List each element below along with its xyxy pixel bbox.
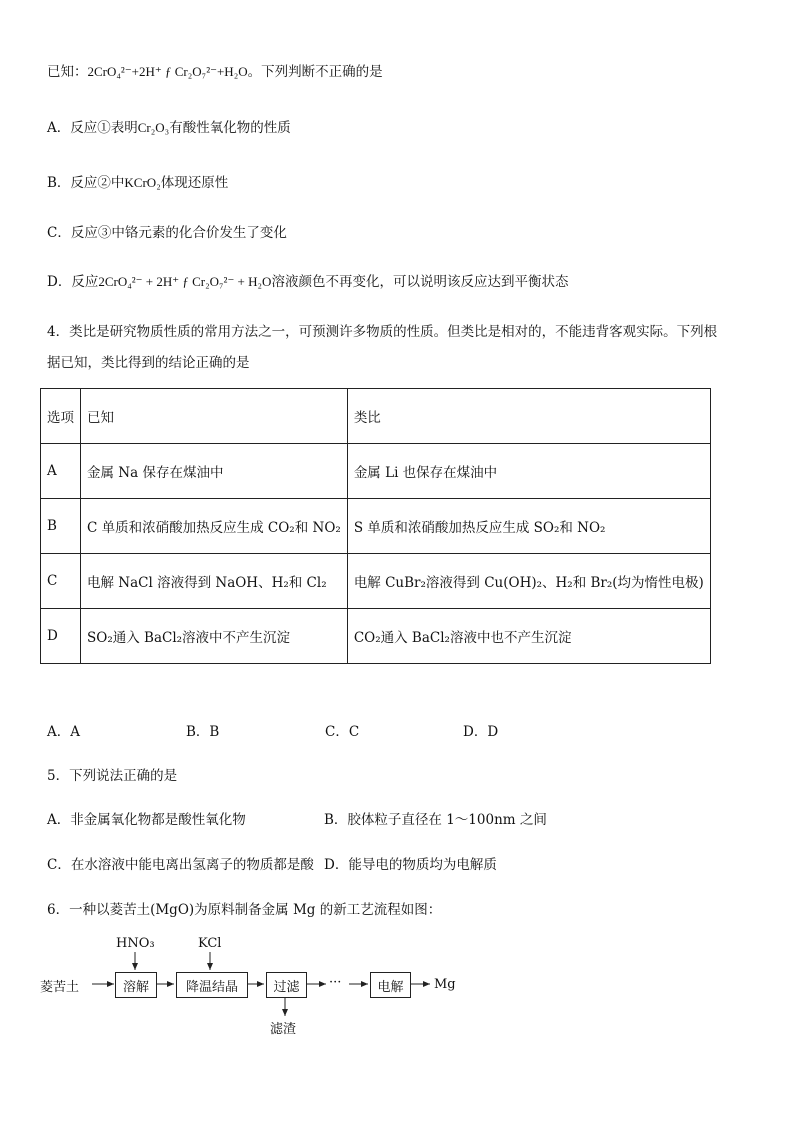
q3-option-a-suffix: 有酸性氧化物的性质 <box>169 120 291 136</box>
flow-ellipsis: ··· <box>329 975 342 990</box>
q4-choice-b: B．B <box>186 724 220 740</box>
q5-option-a: A．非金属氧化物都是酸性氧化物 <box>47 812 246 828</box>
flow-reagent-kcl: KCl <box>198 936 222 951</box>
flow-step-electrolysis: 电解 <box>370 972 411 998</box>
q3-option-a-formula: Cr₂O₃ <box>137 120 170 135</box>
table-cell-known: SO₂通入 BaCl₂溶液中不产生沉淀 <box>81 609 348 664</box>
table-row <box>41 444 711 499</box>
q4-stem-line2: 据已知，类比得到的结论正确的是 <box>47 355 250 371</box>
q3-option-d <box>47 270 568 290</box>
q3-known-suffix: 。下列判断不正确的是 <box>247 64 383 80</box>
q3-option-b <box>47 171 228 191</box>
q6-stem: 6．一种以菱苦土(MgO)为原料制备金属 Mg 的新工艺流程如图： <box>47 902 442 918</box>
flow-step-filter: 过滤 <box>266 972 307 998</box>
table-cell-option: D <box>41 609 81 664</box>
q4-choice-a: A．A <box>47 724 80 740</box>
table-cell-analogy: S 单质和浓硝酸加热反应生成 SO₂和 NO₂ <box>347 499 710 554</box>
q4-choice-d: D．D <box>463 724 499 740</box>
flow-step-crystallize: 降温结晶 <box>176 972 248 998</box>
table-cell-option: B <box>41 499 81 554</box>
q3-option-b-prefix: B．反应②中 <box>47 175 125 191</box>
table-cell-analogy: 金属 Li 也保存在煤油中 <box>347 444 710 499</box>
q3-option-b-formula: KCrO₂ <box>124 175 161 190</box>
q5-option-c: C．在水溶液中能电离出氢离子的物质都是酸 <box>47 857 314 873</box>
table-cell-option: A <box>41 444 81 499</box>
flow-step-dissolve: 溶解 <box>115 972 157 998</box>
process-flow-diagram <box>40 930 480 1040</box>
flow-arrows <box>40 930 480 1040</box>
table-header-known: 已知 <box>81 389 348 444</box>
q3-option-a-prefix: A．反应①表明 <box>47 120 138 136</box>
flow-residue-label: 滤渣 <box>270 1022 297 1037</box>
q4-stem-line1: 4．类比是研究物质性质的常用方法之一，可预测许多物质的性质。但类比是相对的，不能违背客观实际。下列根 <box>47 324 718 340</box>
q3-option-d-suffix: 溶液颜色不再变化，可以说明该反应达到平衡状态 <box>271 274 569 290</box>
table-row <box>41 554 711 609</box>
flow-reagent-hno3: HNO₃ <box>116 936 155 951</box>
q3-known-line <box>47 60 383 80</box>
q3-option-d-prefix: D．反应 <box>47 274 99 290</box>
q3-option-c: C．反应③中铬元素的化合价发生了变化 <box>47 225 287 241</box>
q3-known-formula: 2CrO₄²⁻+2H⁺ ƒ Cr₂O₇²⁻+H₂O <box>87 64 248 79</box>
table-cell-known: C 单质和浓硝酸加热反应生成 CO₂和 NO₂ <box>81 499 348 554</box>
q4-choice-c: C．C <box>325 724 360 740</box>
table-cell-known: 金属 Na 保存在煤油中 <box>81 444 348 499</box>
table-header-row <box>41 389 711 444</box>
table-row <box>41 609 711 664</box>
q3-known-prefix: 已知： <box>47 64 88 80</box>
table-cell-analogy: 电解 CuBr₂溶液得到 Cu(OH)₂、H₂和 Br₂(均为惰性电极) <box>347 554 710 609</box>
q5-option-b: B．胶体粒子直径在 1～100nm 之间 <box>324 812 547 828</box>
table-row <box>41 499 711 554</box>
q3-option-b-suffix: 体现还原性 <box>160 175 229 191</box>
q3-option-a <box>47 116 291 136</box>
q4-comparison-table <box>40 388 711 664</box>
table-cell-known: 电解 NaCl 溶液得到 NaOH、H₂和 Cl₂ <box>81 554 348 609</box>
table-header-analogy: 类比 <box>347 389 710 444</box>
flow-product-mg: Mg <box>434 977 456 992</box>
table-cell-option: C <box>41 554 81 609</box>
q5-option-d: D．能导电的物质均为电解质 <box>324 857 497 873</box>
flow-start-label: 菱苦土 <box>40 980 80 995</box>
table-cell-analogy: CO₂通入 BaCl₂溶液中也不产生沉淀 <box>347 609 710 664</box>
q3-option-d-formula: 2CrO₄²⁻ + 2H⁺ ƒ Cr₂O₇²⁻ + H₂O <box>98 274 272 289</box>
table-header-option: 选项 <box>41 389 81 444</box>
q5-stem: 5．下列说法正确的是 <box>47 768 178 784</box>
